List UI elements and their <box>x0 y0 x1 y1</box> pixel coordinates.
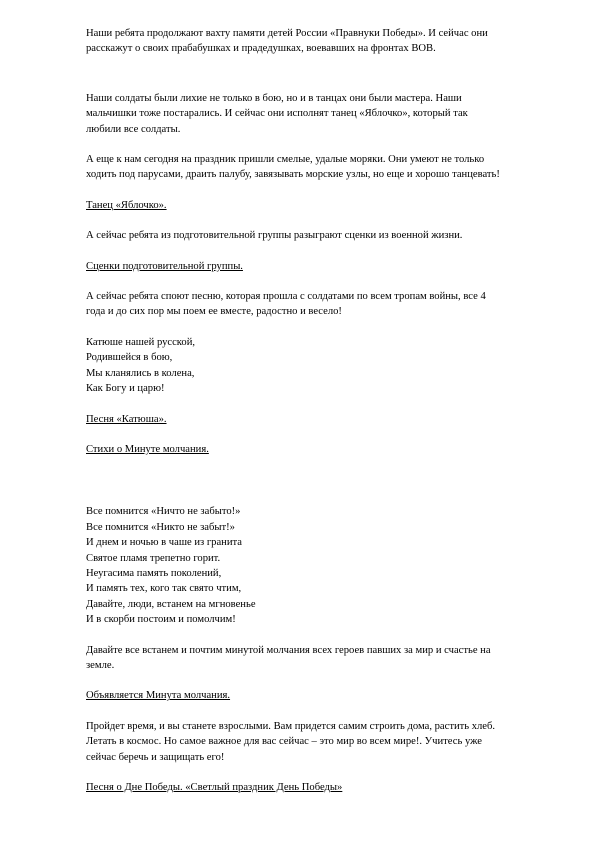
heading-victory-day-song <box>86 780 562 795</box>
text-line: А сейчас ребята споют песню, которая прошла с солдатами по всем тропам войны, все 4 <box>86 291 486 303</box>
poem-line: Неугасима память поколений, <box>86 567 222 579</box>
poem-remembrance <box>86 504 562 627</box>
paragraph-song-intro <box>86 289 562 320</box>
poem-katyusha <box>86 335 562 397</box>
paragraph-future <box>86 719 562 765</box>
text-line: Песня о Дне Победы. «Светлый праздник День Победы» <box>86 782 343 793</box>
poem-line: Давайте, люди, встанем на мгновенье <box>86 598 256 610</box>
paragraph-intro <box>86 26 562 57</box>
text-line: Давайте все встанем и почтим минутой молчания всех героев павших за мир и счастье на <box>86 644 491 656</box>
text-line: мальчишки тоже постарались. И сейчас они исполнят танец «Яблочко», который так <box>86 108 468 120</box>
poem-line: Все помнится «Ничто не забыто!» <box>86 506 241 518</box>
heading-minute-silence <box>86 688 562 703</box>
poem-line: И память тех, кого так свято чтим, <box>86 583 242 595</box>
document-page <box>86 26 562 795</box>
heading-scenes <box>86 259 562 274</box>
text-line: любили все солдаты. <box>86 123 181 135</box>
paragraph-sailors <box>86 152 562 183</box>
text-line: А еще к нам сегодня на праздник пришли смелые, удалые моряки. Они умеют не только <box>86 154 485 166</box>
paragraph-scenes-intro <box>86 228 562 243</box>
heading-poems-minute-silence <box>86 442 562 457</box>
poem-line: Мы кланялись в колена, <box>86 367 195 379</box>
text-line: Танец «Яблочко». <box>86 199 167 211</box>
text-line: Наши ребята продолжают вахту памяти детей России «Правнуки Победы». И сейчас они <box>86 28 488 39</box>
text-line: А сейчас ребята из подготовительной группы разыграют сценки из военной жизни. <box>86 230 463 242</box>
heading-song-katyusha <box>86 412 562 427</box>
poem-line: И в скорби постоим и помолчим! <box>86 614 236 626</box>
poem-line: И днем и ночью в чаше из гранита <box>86 537 242 549</box>
poem-line: Катюше нашей русской, <box>86 336 196 348</box>
text-line: Наши солдаты были лихие не только в бою, но и в танцах они были мастера. Наши <box>86 92 462 104</box>
heading-dance-yablochko <box>86 198 562 213</box>
text-line: года и до сих пор мы поем ее вместе, радостно и весело! <box>86 306 342 318</box>
paragraph-stand-silence <box>86 643 562 674</box>
text-line: сейчас беречь и защищать его! <box>86 751 225 763</box>
text-line: Летать в космос. Но самое важное для вас сейчас – это мир во всем мире!. Учитесь уже <box>86 736 482 748</box>
text-line: Стихи о Минуте молчания. <box>86 443 209 455</box>
text-line: Объявляется Минута молчания. <box>86 690 231 702</box>
poem-line: Родившейся в бою, <box>86 352 173 364</box>
text-line: ходить под парусами, драить палубу, завязывать морские узлы, но еще и хорошо танцевать! <box>86 169 500 181</box>
poem-line: Все помнится «Никто не забыт!» <box>86 521 235 533</box>
poem-line: Святое пламя трепетно горит. <box>86 552 221 564</box>
text-line: Песня «Катюша». <box>86 413 167 425</box>
text-line: земле. <box>86 659 115 671</box>
text-line: Пройдет время, и вы станете взрослыми. Вам придется самим строить дома, растить хлеб. <box>86 720 496 732</box>
paragraph-soldiers-dance <box>86 91 562 137</box>
text-line: расскажут о своих прабабушках и прадедушках, воевавших на фронтах ВОВ. <box>86 43 436 55</box>
text-line: Сценки подготовительной группы. <box>86 260 243 272</box>
poem-line: Как Богу и царю! <box>86 383 165 395</box>
